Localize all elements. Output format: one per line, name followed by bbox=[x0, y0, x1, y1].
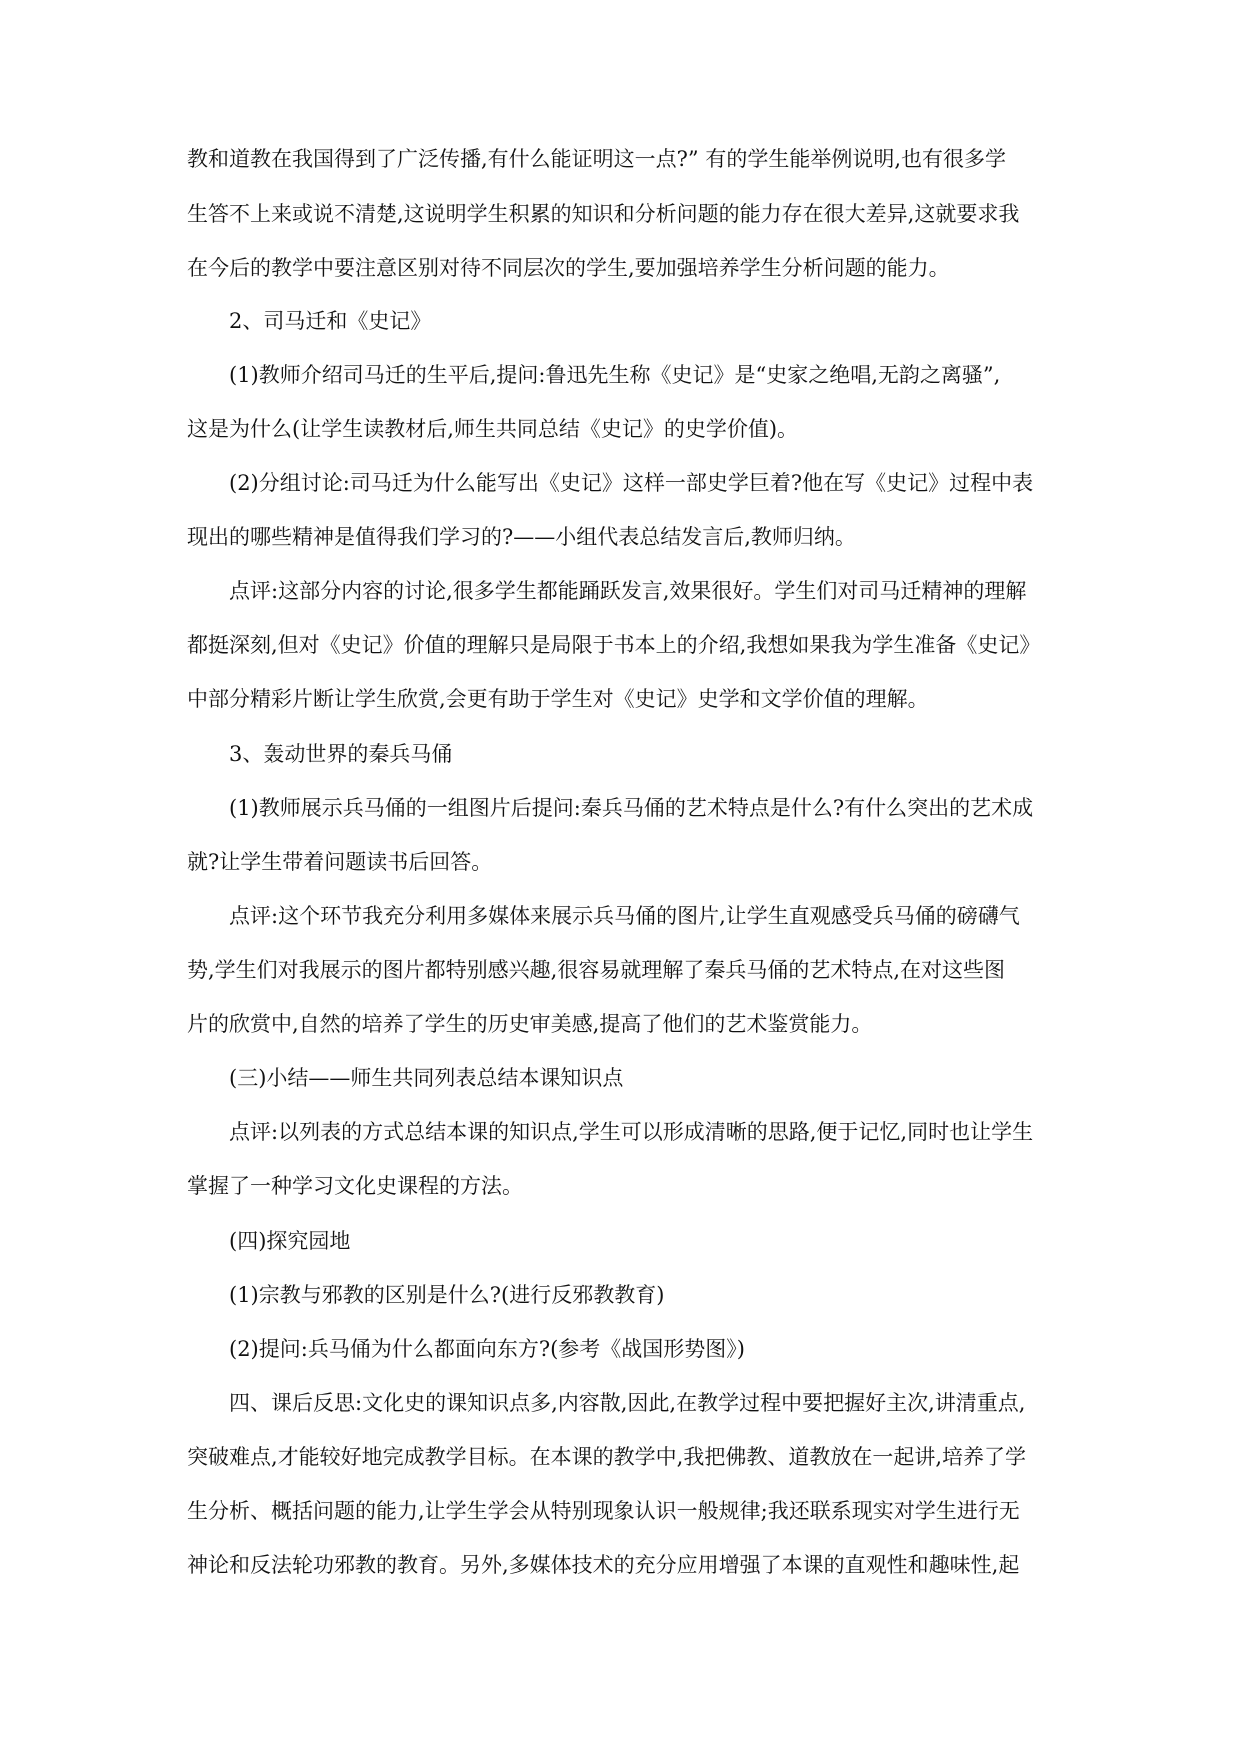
text-line: (1)教师展示兵马俑的一组图片后提问:秦兵马俑的艺术特点是什么?有什么突出的艺术成 bbox=[229, 796, 1034, 820]
text-line: (1)宗教与邪教的区别是什么?(进行反邪教教育) bbox=[229, 1283, 665, 1307]
text-line: 神论和反法轮功邪教的教育。另外,多媒体技术的充分应用增强了本课的直观性和趣味性,起 bbox=[187, 1553, 1020, 1577]
section-heading: (四)探究园地 bbox=[229, 1229, 351, 1253]
section-heading: 四、课后反思:文化史的课知识点多,内容散,因此,在教学过程中要把握好主次,讲清重点, bbox=[229, 1391, 1026, 1415]
section-heading: (三)小结——师生共同列表总结本课知识点 bbox=[229, 1066, 624, 1090]
text-line: 点评:以列表的方式总结本课的知识点,学生可以形成清晰的思路,便于记忆,同时也让学生 bbox=[229, 1120, 1034, 1144]
text-line: 都挺深刻,但对《史记》价值的理解只是局限于书本上的介绍,我想如果我为学生准备《史记》 bbox=[187, 633, 1041, 657]
text-line: (2)分组讨论:司马迁为什么能写出《史记》这样一部史学巨着?他在写《史记》过程中表 bbox=[229, 471, 1034, 495]
text-line: 生分析、概括问题的能力,让学生学会从特别现象认识一般规律;我还联系现实对学生进行无 bbox=[187, 1499, 1020, 1523]
text-line: 点评:这个环节我充分利用多媒体来展示兵马俑的图片,让学生直观感受兵马俑的磅礴气 bbox=[229, 904, 1020, 928]
text-line: 教和道教在我国得到了广泛传播,有什么能证明这一点?” 有的学生能举例说明,也有很多学 bbox=[187, 147, 1007, 171]
text-line: 掌握了一种学习文化史课程的方法。 bbox=[187, 1174, 523, 1198]
text-line: 在今后的教学中要注意区别对待不同层次的学生,要加强培养学生分析问题的能力。 bbox=[187, 256, 950, 280]
text-line: 就?让学生带着问题读书后回答。 bbox=[187, 850, 493, 874]
text-line: (1)教师介绍司马迁的生平后,提问:鲁迅先生称《史记》是“史家之绝唱,无韵之离骚”, bbox=[229, 363, 1001, 387]
text-line: 点评:这部分内容的讨论,很多学生都能踊跃发言,效果很好。学生们对司马迁精神的理解 bbox=[229, 579, 1027, 603]
text-line: 现出的哪些精神是值得我们学习的?——小组代表总结发言后,教师归纳。 bbox=[187, 525, 856, 549]
text-line: 生答不上来或说不清楚,这说明学生积累的知识和分析问题的能力存在很大差异,这就要求我 bbox=[187, 202, 1020, 226]
text-line: 势,学生们对我展示的图片都特别感兴趣,很容易就理解了秦兵马俑的艺术特点,在对这些图 bbox=[187, 958, 1006, 982]
text-line: 中部分精彩片断让学生欣赏,会更有助于学生对《史记》史学和文学价值的理解。 bbox=[187, 687, 929, 711]
text-line: 这是为什么(让学生读教材后,师生共同总结《史记》的史学价值)。 bbox=[187, 417, 799, 441]
section-heading: 2、司马迁和《史记》 bbox=[229, 309, 432, 333]
text-line: 突破难点,才能较好地完成教学目标。在本课的教学中,我把佛教、道教放在一起讲,培养了学 bbox=[187, 1445, 1027, 1469]
section-heading: 3、轰动世界的秦兵马俑 bbox=[229, 742, 453, 766]
text-line: (2)提问:兵马俑为什么都面向东方?(参考《战国形势图》) bbox=[229, 1337, 745, 1361]
text-line: 片的欣赏中,自然的培养了学生的历史审美感,提高了他们的艺术鉴赏能力。 bbox=[187, 1012, 873, 1036]
